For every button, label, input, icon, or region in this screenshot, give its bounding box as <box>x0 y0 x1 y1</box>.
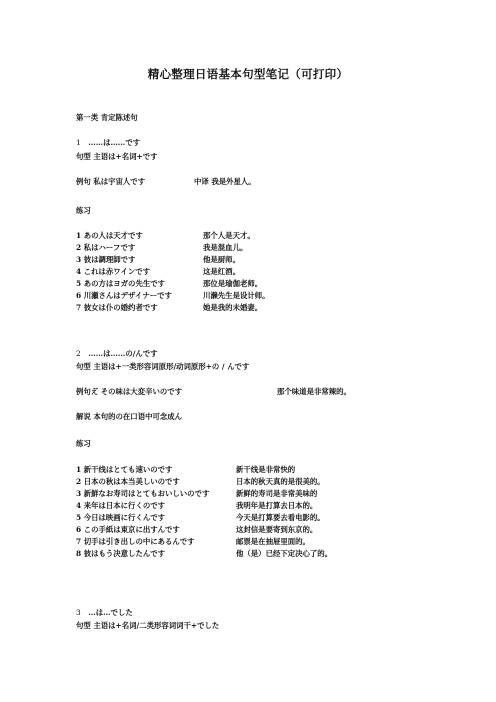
exercise-2-4-jp: 4 来年は日本に行くのです <box>76 501 166 510</box>
exercise-1-2-jp: 2 私はハーフです <box>76 243 136 252</box>
pattern-1-number: 1 <box>76 138 81 147</box>
exercise-2-5-jp: 5 今日は映画に行くんです <box>76 513 166 522</box>
pattern-2-note: 解说 本句的の在口语中可念成ん <box>76 412 183 421</box>
pattern-2-practice-label: 练习 <box>76 439 91 448</box>
exercise-2-1-jp: 1 新干线はとても速いのです <box>76 465 173 474</box>
pattern-3-title: …は…でした <box>88 608 133 617</box>
pattern-3-heading <box>76 608 133 618</box>
pattern-1-example-jp: 例句 私は宇宙人です <box>76 177 146 186</box>
pattern-1-example-cn: 中译 我是外星人。 <box>194 177 256 186</box>
exercise-2-5-cn: 今天是打算要去看电影的。 <box>236 513 325 522</box>
exercise-2-6-jp: 6 この手紙は東京に出すんです <box>76 525 180 534</box>
exercise-2-8-cn: 他（是）已经下定决心了的。 <box>236 549 333 558</box>
pattern-2-example-cn: 那个味道是非常辣的。 <box>277 387 351 396</box>
pattern-1-practice-label: 练习 <box>76 206 91 215</box>
exercise-1-3-cn: 他是厨师。 <box>203 255 240 264</box>
exercise-2-7-jp: 7 切手は引き出しの中にあるんです <box>76 537 195 546</box>
exercise-1-5-cn: 那位是瑜伽老师。 <box>203 279 263 288</box>
pattern-1-heading <box>76 138 140 148</box>
pattern-2-heading <box>76 349 158 359</box>
pattern-2-example-jp: 例句え゙ その味は大変辛いのです <box>76 387 183 396</box>
pattern-1-title: ……は……です <box>88 138 141 147</box>
pattern-2-number: 2 <box>76 349 81 358</box>
pattern-2-formula: 句型 主语は+一类形容词原形/动词原形+の / んです <box>76 362 250 371</box>
exercise-1-6-jp: 6 川瀬さんはデザイナーです <box>76 291 172 300</box>
exercise-1-2-cn: 我是混血儿。 <box>203 243 248 252</box>
section-heading: 第一类 肯定陈述句 <box>76 113 138 122</box>
exercise-2-3-cn: 新鲜的寿司是非常美味的 <box>236 489 318 498</box>
exercise-2-4-cn: 我明年是打算去日本的。 <box>236 501 318 510</box>
exercise-1-1-jp: 1 あの人は天才です <box>76 231 143 240</box>
exercise-1-4-cn: 这是红酒。 <box>203 267 240 276</box>
pattern-3-formula: 句型 主语は+名词/二类形容词词干+でした <box>76 621 220 630</box>
exercise-1-7-cn: 她是我的未婚妻。 <box>203 303 263 312</box>
exercise-1-4-jp: 4 これは赤ワインです <box>76 267 151 276</box>
exercise-1-3-jp: 3 彼は調理師です <box>76 255 136 264</box>
exercise-2-6-cn: 这封信是要寄到东京的。 <box>236 525 318 534</box>
exercise-2-3-jp: 3 新鮮なお寿司はとてもおいしいのです <box>76 489 210 498</box>
exercise-2-2-cn: 日本的秋天真的是很美的。 <box>236 477 325 486</box>
pattern-1-formula: 句型 主语は+名词+です <box>76 152 158 161</box>
pattern-2-title: ……は……の/んです <box>88 349 158 358</box>
exercise-1-5-jp: 5 あの方はヨガの先生です <box>76 279 166 288</box>
exercise-2-8-jp: 8 彼はもう决意したんです <box>76 549 166 558</box>
exercise-2-7-cn: 邮票是在抽屉里面的。 <box>236 537 310 546</box>
exercise-2-2-jp: 2 日本の秋は本当美しいのです <box>76 477 180 486</box>
exercise-1-6-cn: 川濑先生是设计师。 <box>203 291 270 300</box>
exercise-2-1-cn: 新干线是非常快的 <box>236 465 296 474</box>
pattern-3-number: 3 <box>76 608 81 617</box>
exercise-1-1-cn: 那个人是天才。 <box>203 231 255 240</box>
document-title: 精心整理日语基本句型笔记（可打印） <box>147 67 349 81</box>
exercise-1-7-jp: 7 彼女は仆の婚约者です <box>76 303 158 312</box>
